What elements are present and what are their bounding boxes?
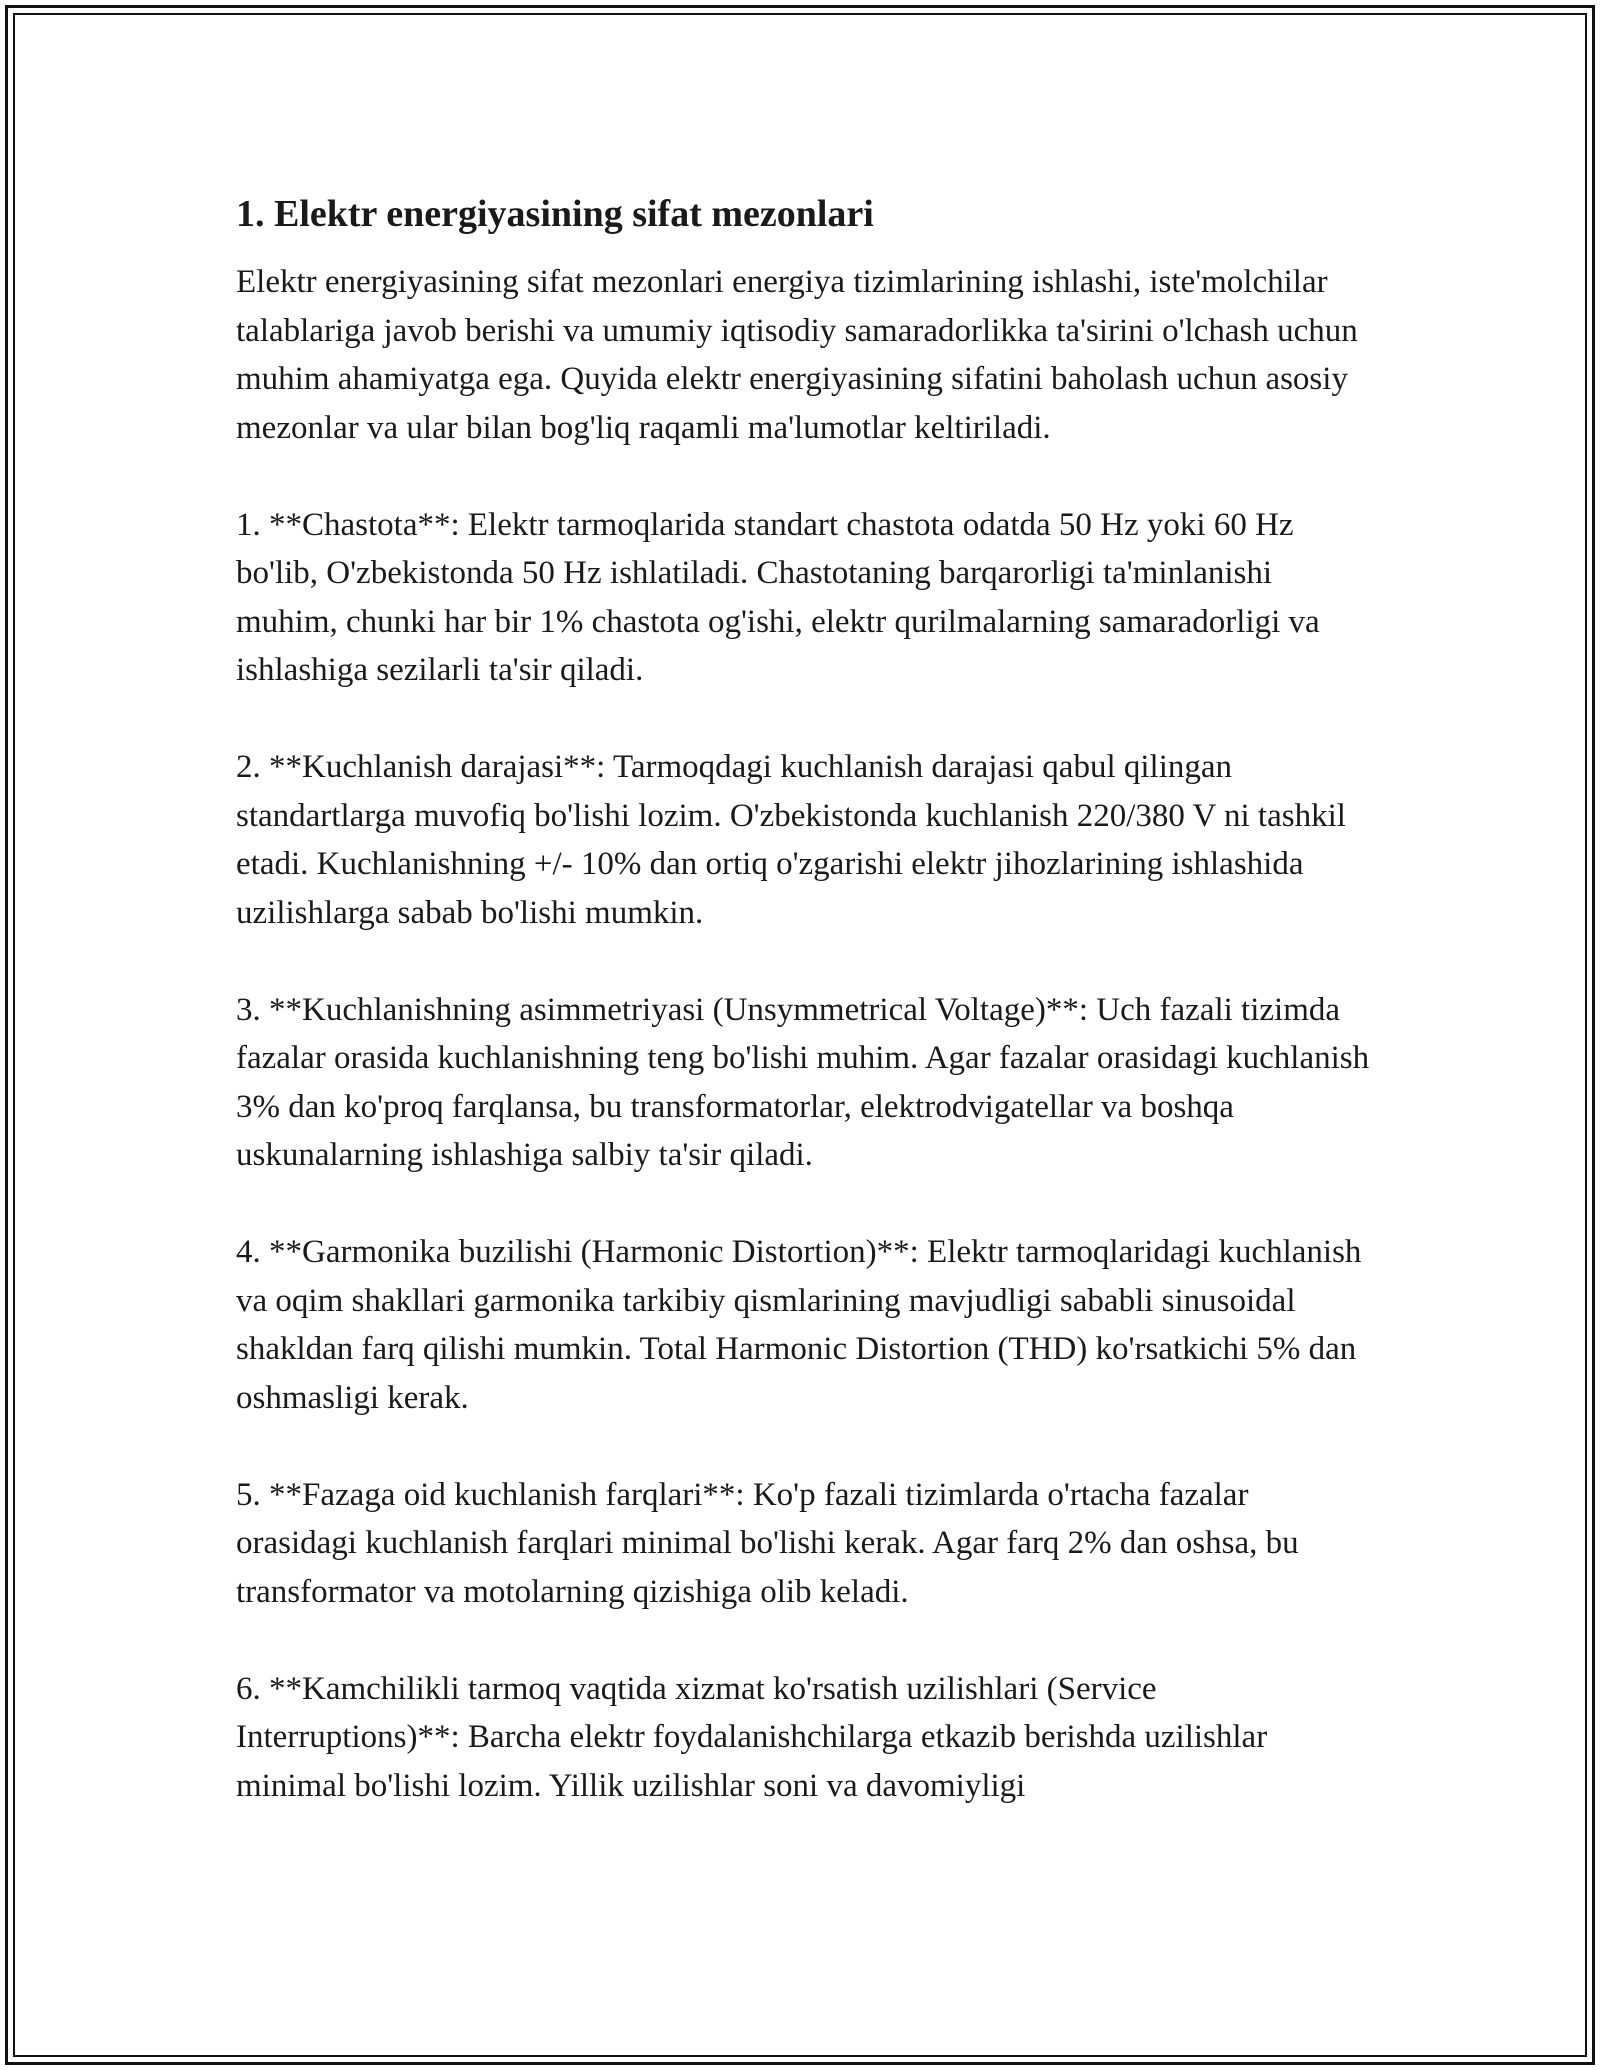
criterion-frequency: 1. **Chastota**: Elektr tarmoqlarida standart chastota odatda 50 Hz yoki 60 Hz bo'lib, O'zbekistonda 50 Hz ishlatiladi. Chastotaning barqarorligi ta'minlanishi muhim, chunki har bir 1% chastota og'ishi, elektr qurilmalarning samaradorligi va ishlashiga sezilarli ta'sir qiladi. — [236, 506, 1320, 688]
criterion-harmonic-distortion: 4. **Garmonika buzilishi (Harmonic Distortion)**: Elektr tarmoqlaridagi kuchlanish va oqim shakllari garmonika tarkibiy qismlarining mavjudligi sababli sinusoidal shakldan farq qilishi mumkin. Total Harmonic Distortion (THD) ko'rsatkichi 5% dan oshmasligi kerak. — [236, 1234, 1362, 1416]
criterion-voltage-level: 2. **Kuchlanish darajasi**: Tarmoqdagi kuchlanish darajasi qabul qilingan standartlarga muvofiq bo'lishi lozim. O'zbekistonda kuchlanish 220/380 V ni tashkil etadi. Kuchlanishning +/- 10% dan ortiq o'zgarishi elektr jihozlarining ishlashida uzilishlarga sabab bo'lishi mumkin. — [236, 749, 1346, 931]
criterion-voltage-asymmetry: 3. **Kuchlanishning asimmetriyasi (Unsymmetrical Voltage)**: Uch fazali tizimda fazalar orasida kuchlanishning teng bo'lishi muhim. Agar fazalar orasidagi kuchlanish 3% dan ko'proq farqlansa, bu transformatorlar, elektrodvigatellar va boshqa uskunalarning ishlashiga salbiy ta'sir qiladi. — [236, 991, 1370, 1173]
criterion-phase-voltage-differences: 5. **Fazaga oid kuchlanish farqlari**: Ko'p fazali tizimlarda o'rtacha fazalar orasidagi kuchlanish farqlari minimal bo'lishi kerak. Agar farq 2% dan oshsa, bu transformator va motolarning qizishiga olib keladi. — [236, 1476, 1299, 1610]
page-title: 1. Elektr energiyasining sifat mezonlari — [236, 193, 874, 235]
document-body — [236, 186, 1376, 1810]
criterion-service-interruptions: 6. **Kamchilikli tarmoq vaqtida xizmat ko'rsatish uzilishlari (Service Interruptions)**: Barcha elektr foydalanishchilarga etkazib berishda uzilishlar minimal bo'lishi lozim. Yillik uzilishlar soni va davomiyligi — [236, 1670, 1268, 1804]
intro-paragraph: Elektr energiyasining sifat mezonlari energiya tizimlarining ishlashi, iste'molchilar talablariga javob berishi va umumiy iqtisodiy samaradorlikka ta'sirini o'lchash uchun muhim ahamiyatga ega. Quyida elektr energiyasining sifatini baholash uchun asosiy mezonlar va ular bilan bog'liq raqamli ma'lumotlar keltiriladi. — [236, 264, 1358, 446]
